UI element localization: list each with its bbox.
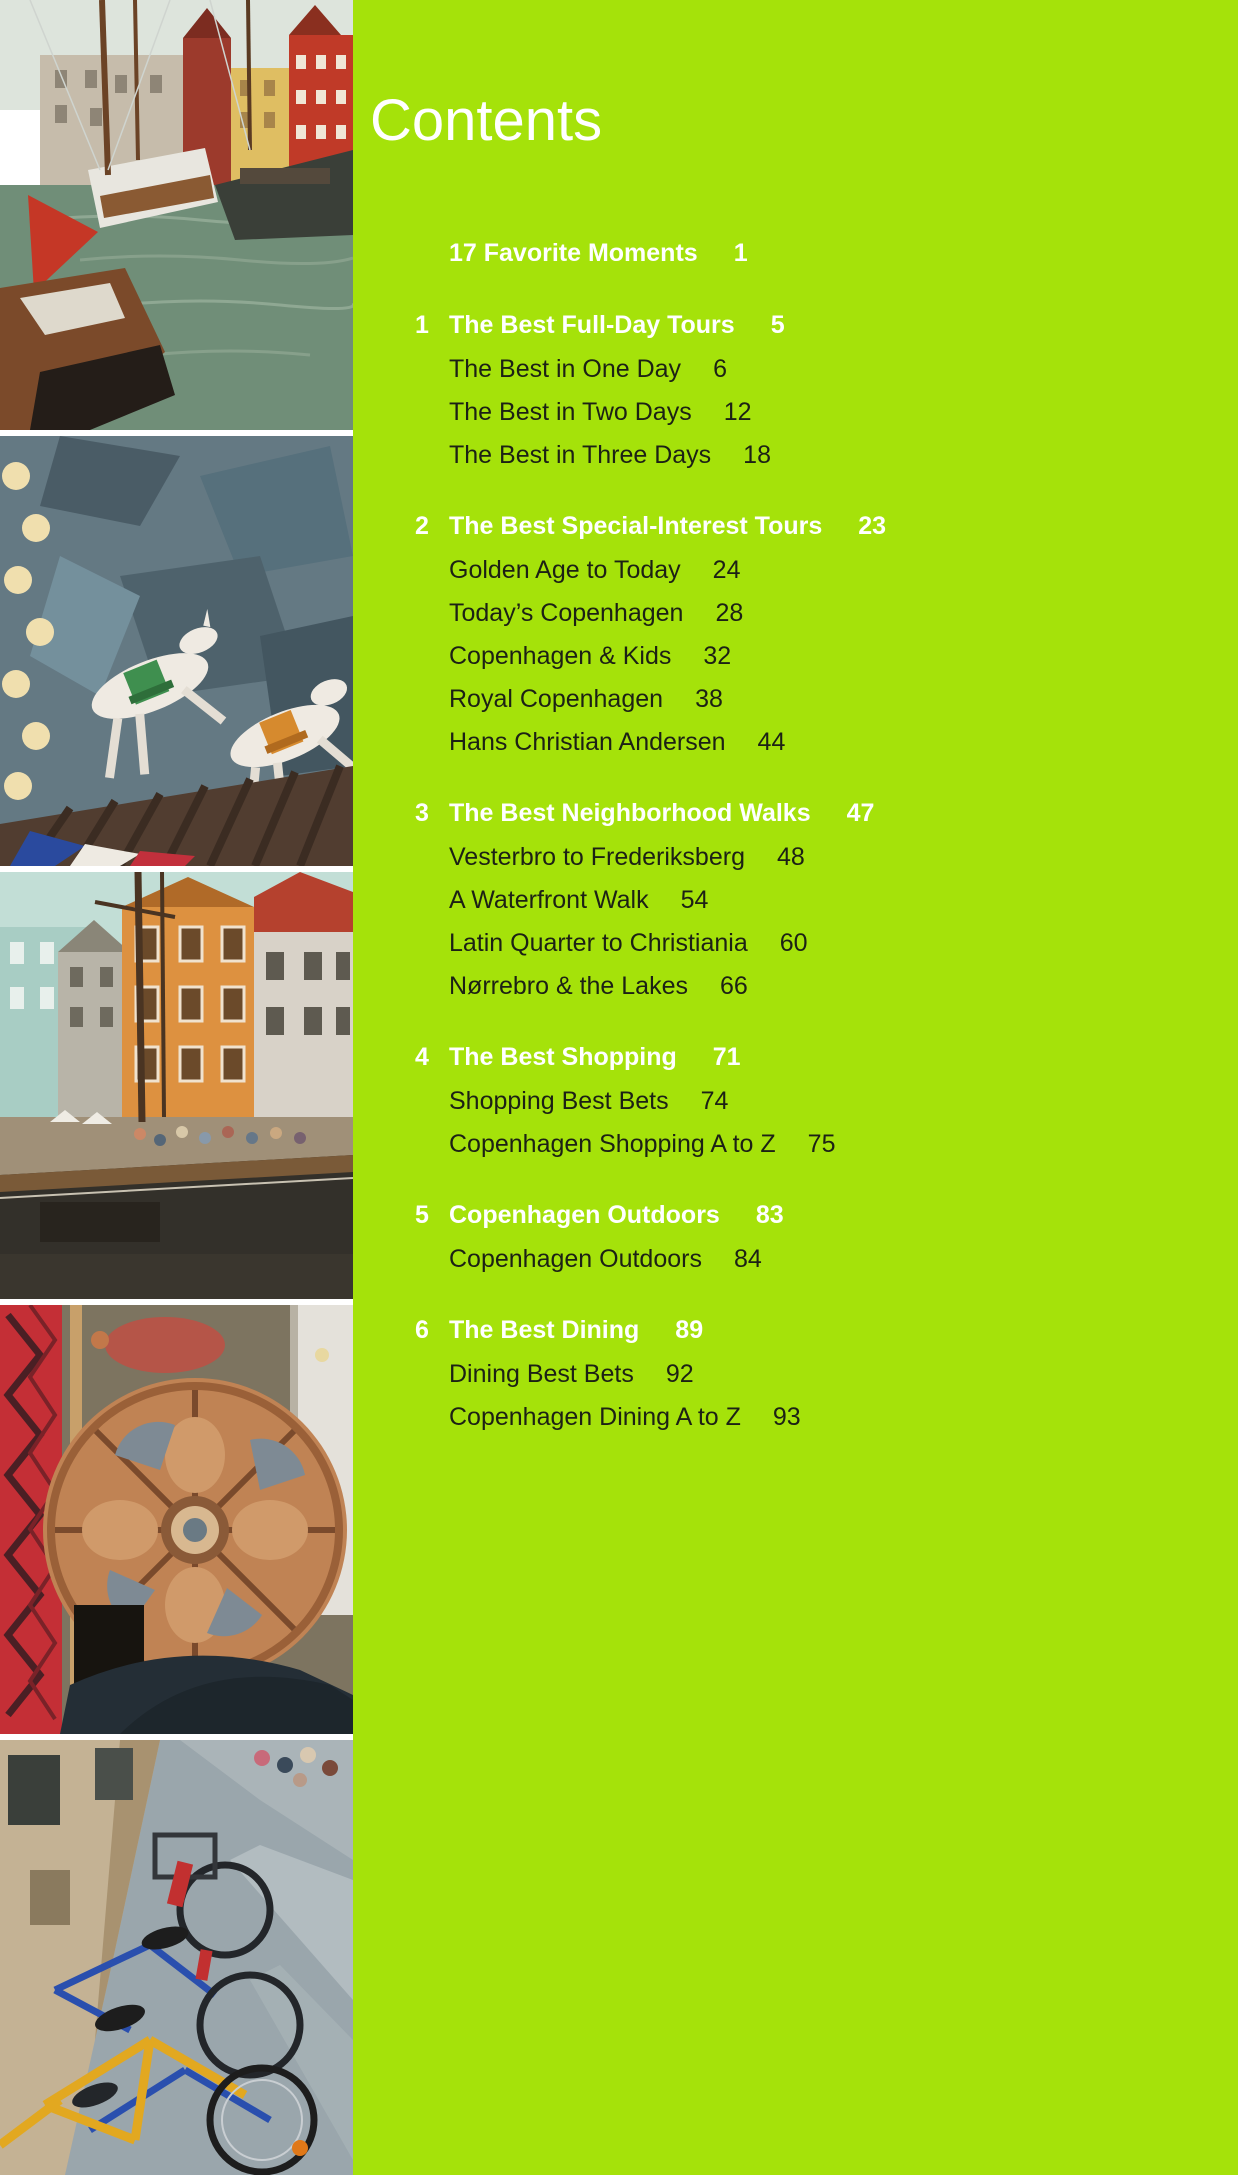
toc-subentry-page: 74 (700, 1087, 729, 1115)
toc-subentry-page: 28 (715, 599, 744, 627)
toc-subentry-page: 75 (807, 1130, 836, 1158)
toc-subentry-label: Golden Age to Today (449, 556, 681, 584)
toc-subentry-label: Nørrebro & the Lakes (449, 972, 688, 1000)
toc-entry (415, 1307, 1238, 1439)
toc-subentry (415, 922, 1238, 965)
toc-heading (415, 230, 1238, 276)
toc-entry (415, 1192, 1238, 1281)
toc-subentry (415, 1123, 1238, 1166)
toc-heading-label: The Best Neighborhood Walks (449, 799, 811, 827)
toc-subentry-page: 48 (776, 843, 805, 871)
chapter-number: 4 (415, 1043, 429, 1071)
toc-heading (415, 1307, 1238, 1353)
toc-heading-page: 71 (712, 1043, 741, 1071)
toc-heading-label: The Best Special-Interest Tours (449, 512, 823, 540)
toc-subentry (415, 635, 1238, 678)
toc-subentry (415, 721, 1238, 764)
toc-subentry (415, 1080, 1238, 1123)
toc-subentry-page: 38 (695, 685, 723, 713)
toc-subentry-page: 54 (680, 886, 709, 914)
toc-entry (415, 230, 1238, 276)
toc-subentry-page: 44 (757, 728, 786, 756)
photo-carousel-horses (0, 436, 353, 866)
toc-heading (415, 1192, 1238, 1238)
photo-nyhavn-buildings (0, 872, 353, 1299)
toc-subentry-page: 66 (720, 972, 748, 1000)
photo-bicycles (0, 1740, 353, 2175)
toc-subentry-label: The Best in Two Days (449, 398, 692, 426)
toc-subentry-page: 32 (703, 642, 732, 670)
toc-heading-page: 89 (675, 1316, 704, 1344)
toc-subentry-page: 60 (779, 929, 808, 957)
toc-subentry (415, 965, 1238, 1008)
toc-entry (415, 302, 1238, 477)
page-title: Contents (370, 88, 603, 153)
table-of-contents (415, 230, 1238, 1439)
toc-subentry-label: Latin Quarter to Christiania (449, 929, 748, 957)
toc-subentry (415, 434, 1238, 477)
toc-heading-label: 17 Favorite Moments (449, 239, 698, 267)
toc-subentry-label: The Best in One Day (449, 355, 682, 383)
contents-page (353, 0, 1238, 2175)
bicycles-illustration (0, 1740, 353, 2175)
toc-subentry (415, 391, 1238, 434)
toc-entry (415, 790, 1238, 1008)
toc-subentry-label: A Waterfront Walk (449, 886, 649, 914)
toc-subentry-label: Vesterbro to Frederiksberg (449, 843, 745, 871)
toc-heading (415, 503, 1238, 549)
toc-subentry-label: Hans Christian Andersen (449, 728, 726, 756)
chapter-number: 2 (415, 512, 429, 540)
toc-subentry (415, 1396, 1238, 1439)
toc-subentry-page: 12 (723, 398, 752, 426)
toc-subentry-page: 84 (733, 1245, 762, 1273)
toc-subentry (415, 1238, 1238, 1281)
toc-subentry (415, 592, 1238, 635)
toc-subentry-label: The Best in Three Days (449, 441, 712, 469)
toc-subentry (415, 836, 1238, 879)
toc-subentry-page: 93 (772, 1403, 801, 1431)
toc-subentry (415, 549, 1238, 592)
toc-subentry-label: Copenhagen Dining A to Z (449, 1403, 741, 1431)
toc-subentry-label: Copenhagen Shopping A to Z (449, 1130, 776, 1158)
toc-subentry (415, 879, 1238, 922)
toc-subentry (415, 678, 1238, 721)
photo-strip (0, 0, 353, 2175)
toc-subentry-page: 92 (665, 1360, 694, 1388)
chapter-number: 3 (415, 799, 429, 827)
toc-subentry (415, 348, 1238, 391)
toc-heading (415, 302, 1238, 348)
toc-heading-page: 1 (733, 239, 748, 267)
nyhavn-buildings-illustration (0, 872, 353, 1299)
photo-leather-pouffe (0, 1305, 353, 1734)
toc-heading (415, 790, 1238, 836)
toc-heading-label: The Best Full-Day Tours (449, 311, 735, 339)
toc-subentry-label: Copenhagen & Kids (449, 642, 672, 670)
toc-subentry-page: 18 (743, 441, 771, 469)
toc-heading (415, 1034, 1238, 1080)
toc-subentry-label: Royal Copenhagen (449, 685, 664, 713)
toc-subentry-label: Copenhagen Outdoors (449, 1245, 702, 1273)
photo-nyhavn-harbor (0, 0, 353, 430)
carousel-horses-illustration (0, 436, 353, 866)
toc-heading-label: The Best Shopping (449, 1043, 677, 1071)
toc-heading-label: Copenhagen Outdoors (449, 1201, 720, 1229)
toc-subentry (415, 1353, 1238, 1396)
toc-heading-page: 5 (770, 311, 785, 339)
chapter-number: 5 (415, 1201, 429, 1229)
toc-subentry-page: 6 (713, 355, 727, 383)
leather-pouffe-illustration (0, 1305, 353, 1734)
toc-subentry-page: 24 (712, 556, 741, 584)
toc-heading-page: 83 (755, 1201, 784, 1229)
nyhavn-harbor-illustration (0, 0, 353, 430)
toc-subentry-label: Today’s Copenhagen (449, 599, 684, 627)
toc-subentry-label: Dining Best Bets (449, 1360, 634, 1388)
chapter-number: 1 (415, 311, 429, 339)
toc-heading-page: 23 (858, 512, 887, 540)
toc-heading-page: 47 (846, 799, 875, 827)
toc-subentry-label: Shopping Best Bets (449, 1087, 669, 1115)
toc-entry (415, 1034, 1238, 1166)
chapter-number: 6 (415, 1316, 429, 1344)
toc-heading-label: The Best Dining (449, 1316, 640, 1344)
toc-entry (415, 503, 1238, 764)
